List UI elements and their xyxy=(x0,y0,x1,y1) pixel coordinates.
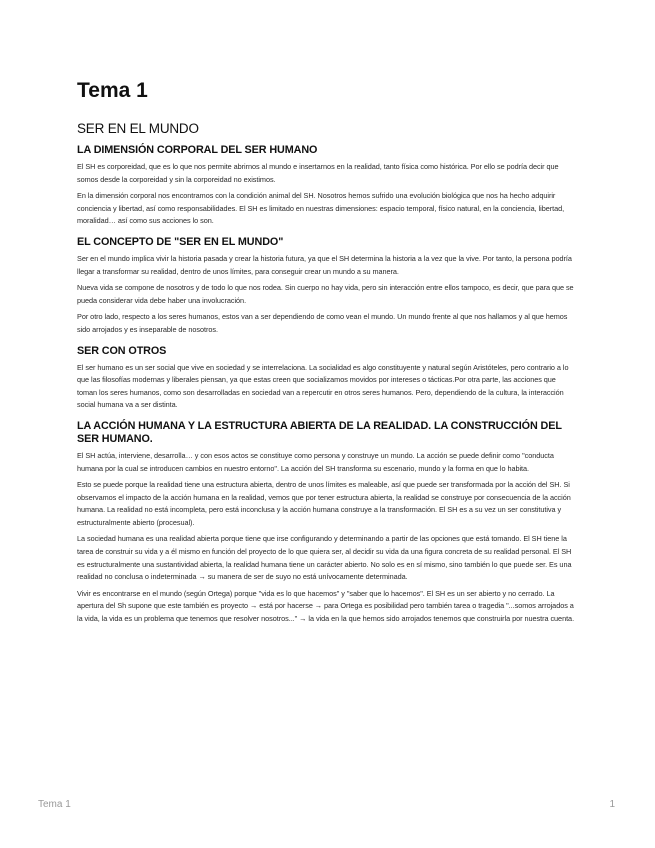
page-title: Tema 1 xyxy=(77,79,148,102)
paragraph: La sociedad humana es una realidad abierta porque tiene que irse configurando y determinando a partir de las opciones que está tomando. El SH tiene la tarea de construir su vida y a él mismo en función del proyecto de lo que quiera ser, al decidir su vida da una figura concreta de su realidad personal. El SH es estructuralmente una sustantividad abierta, la realidad humana tiene un carácter abierto. No solo es en sí mismo, sino también lo que puede ser. Es una realidad no conclusa o indeterminada → su manera de ser de suyo no está unívocamente determinada. xyxy=(77,534,572,582)
section-title: SER EN EL MUNDO xyxy=(77,121,199,136)
subsection-heading: LA ACCIÓN HUMANA Y LA ESTRUCTURA ABIERTA DE LA REALIDAD. LA CONSTRUCCIÓN DEL SER HUMANO. xyxy=(77,419,562,445)
paragraph: Esto se puede porque la realidad tiene una estructura abierta, dentro de unos límites es maleable, así que puede ser transformada por la acción del SH. Si observamos el impacto de la acción humana en la realidad, vemos que por tener estructura abierta, la realidad se construye por consecuencia de la acción humana. La realidad no está incompleta, pero está inconclusa y la acción humana construye a la transformación. El SH es a su vez un ser constitutiva y estructuralmente abierto (procesual). xyxy=(77,480,571,527)
paragraph: En la dimensión corporal nos encontramos con la condición animal del SH. Nosotros hemos sufrido una evolución biológica que nos ha hecho adquirir conciencia y libertad, así como responsabilidades. El SH es limitado en nuestras dimensiones: espacio temporal, físico natural, en la conciencia, libertad, moralidad… así como sus acciones lo son. xyxy=(77,191,565,226)
paragraph: El SH es corporeidad, que es lo que nos permite abrirnos al mundo e insertarnos en la realidad, tanto física como histórica. Por ello se podría decir que somos desde la corporeidad y sin la corporeidad no existimos. xyxy=(77,162,559,184)
paragraph: El ser humano es un ser social que vive en sociedad y se interrelaciona. La socialidad es algo constituyente y natural según Aristóteles, pero contrario a lo que las filosofías modernas y liberales piensan, ya que estas creen que socializamos movidos por intereses o tácticas.Por otra parte, las acciones que toman los seres humanos, como son desarrolladas en sociedad van a repercutir en otros seres humanos. Pero, dependiendo de la cultura, la interacción social humana va a ser distinta. xyxy=(77,362,569,410)
footer-title: Tema 1 xyxy=(38,799,71,810)
paragraph: El SH actúa, interviene, desarrolla… y con esos actos se constituye como persona y construye un mundo. La acción se puede definir como "conducta humana por la cual se introducen cambios en nuestro entorno". La acción del SH transforma su escenario, mundo y la forma en que lo habita. xyxy=(77,450,554,473)
subsection-heading: LA DIMENSIÓN CORPORAL DEL SER HUMANO xyxy=(77,144,318,156)
document-content xyxy=(77,78,577,630)
subsection-heading: EL CONCEPTO DE "SER EN EL MUNDO" xyxy=(77,235,284,248)
paragraph: Ser en el mundo implica vivir la historia pasada y crear la historia futura, ya que el SH determina la historia a la vez que la vive. Por tanto, la persona podría llegar a transformar su realidad, dentro de unos límites, para conseguir crear un mundo a su manera. xyxy=(77,253,572,276)
paragraph: Vivir es encontrarse en el mundo (según Ortega) porque "vida es lo que hacemos" y "saber que lo hacemos". El SH es un ser abierto y no cerrado. La apertura del Sh supone que este también es proyecto → está por hacerse → para Ortega es posibilidad pero también tarea o tragedia "...somos arrojados a la vida, la vida es un problema que tenemos que resolver nosotros..." → la vida en la que hemos sido arrojados tenemos que construirla por nuestra cuenta. xyxy=(77,588,575,624)
page-number: 1 xyxy=(609,799,615,810)
subsection-heading: SER CON OTROS xyxy=(77,344,167,357)
paragraph: Nueva vida se compone de nosotros y de todo lo que nos rodea. Sin cuerpo no hay vida, pero sin interacción entre ellos tampoco, es decir, que para que se pueda considerar vida debe haber una involucración. xyxy=(77,283,574,305)
paragraph: Por otro lado, respecto a los seres humanos, estos van a ser dependiendo de como vean el mundo. Un mundo frente al que nos hallamos y al que hemos sido arrojados y es inseparable de nosotros. xyxy=(77,312,568,334)
